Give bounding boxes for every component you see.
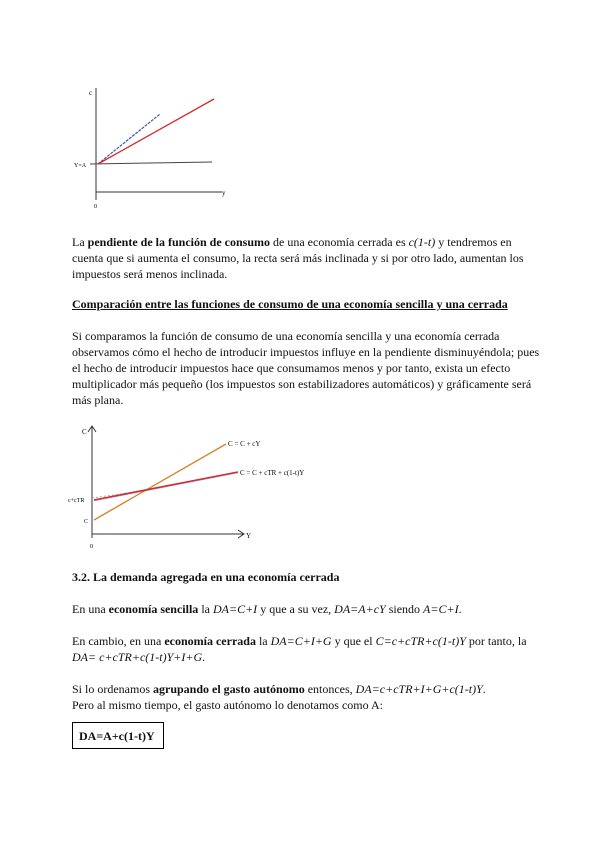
x-axis-label: Y — [246, 532, 252, 540]
flat-consumption-line — [94, 472, 238, 500]
flat-line-label: C = C + cTR + c(1-t)Y — [240, 469, 305, 477]
y-axis-label: c — [89, 89, 93, 97]
intercept-horizontal-line — [90, 162, 212, 164]
origin-label: 0 — [90, 544, 93, 550]
heading-comparison: Comparación entre las funciones de consumo de una economía sencilla y una cerrada — [72, 297, 508, 311]
formula-box: DA=A+c(1-t)Y — [72, 722, 164, 749]
consumption-comparison-graph — [68, 420, 348, 550]
intercept-label: Y=A — [74, 163, 87, 169]
paragraph-slope: La pendiente de la función de consumo de una economía cerrada es c(1-t) y tendremos en cuenta que si aumenta el consumo, la recta será más inclinada y si por otro lado, aumentan los impuestos será menos inclinada. — [72, 235, 524, 281]
paragraph-autonomous-spending: Si lo ordenamos agrupando el gasto autónomo entonces, DA=c+cTR+I+G+c(1-t)Y. Pero al mismo tiempo, el gasto autónomo lo denotamos como A: — [72, 682, 486, 712]
steep-line-label: C = C + cY — [228, 440, 261, 448]
x-axis-label: y — [222, 189, 226, 197]
y-axis-label: C — [82, 428, 87, 436]
section-title: 3.2. La demanda agregada en una economía cerrada — [72, 570, 340, 584]
paragraph-comparison: Si comparamos la función de consumo de una economía sencilla y una economía cerrada observamos cómo el hecho de introducir impuestos influye en la pendiente disminuyéndola; pues el hecho de introducir impuestos hace que consumamos menos y por tanto, exista un efecto multiplicador más pequeño (los impuestos son estabilizadores automáticos) y gráficamente será más plana. — [72, 329, 540, 407]
paragraph-simple-economy: En una economía sencilla la DA=C+I y que a su vez, DA=A+cY siendo A=C+I. — [72, 602, 462, 616]
paragraph-closed-economy: En cambio, en una economía cerrada la DA=C+I+G y que el C=c+cTR+c(1-t)Y por tanto, la DA= c+cTR+c(1-t)Y+I+G. — [72, 634, 527, 664]
consumption-line-red — [98, 99, 214, 164]
intercept-label: c+cTR — [68, 498, 85, 504]
steep-consumption-line — [98, 114, 160, 164]
steep-consumption-line — [94, 444, 226, 520]
intercept-low-label: C — [84, 519, 89, 525]
consumption-function-graph-1 — [72, 80, 262, 210]
flat-consumption-line-shadow — [94, 473, 238, 501]
origin-label: 0 — [94, 204, 97, 210]
